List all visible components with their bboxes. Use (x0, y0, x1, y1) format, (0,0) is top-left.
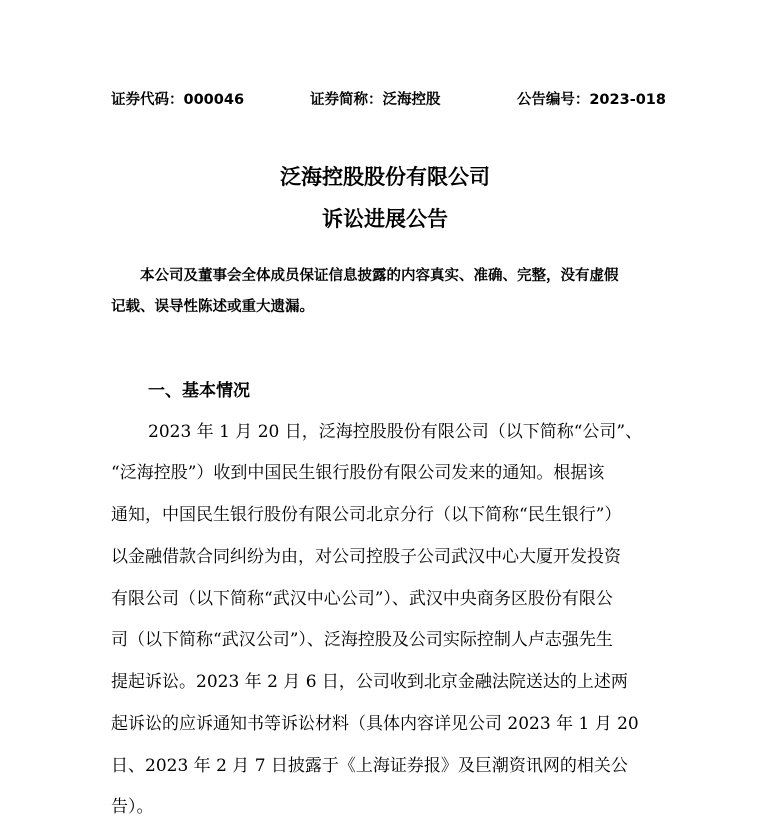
company-title: 泛海控股股份有限公司 (280, 165, 490, 189)
body-line: 有限公司（以下简称“武汉中心公司”）、武汉中央商务区股份有限公 (111, 589, 613, 609)
security-code: 证券代码：000046 (111, 92, 245, 108)
body-line: 告）。 (111, 797, 154, 817)
body-line: 日、2023 年 2 月 7 日披露于《上海证券报》及巨潮资讯网的相关公 (111, 756, 628, 776)
body-line: 通知，中国民生银行股份有限公司北京分行（以下简称“民生银行”） (111, 505, 622, 525)
body-line: 起诉讼的应诉通知书等诉讼材料（具体内容详见公司 2023 年 1 月 20 (111, 714, 639, 734)
body-line: 以金融借款合同纠纷为由，对公司控股子公司武汉中心大厦开发投资 (111, 547, 621, 567)
section-heading: 一、基本情况 (148, 381, 250, 401)
body-line: 2023 年 1 月 20 日，泛海控股股份有限公司（以下简称“公司”、 (148, 422, 643, 442)
body-line: 提起诉讼。2023 年 2 月 6 日，公司收到北京金融法院送达的上述两 (111, 672, 628, 692)
announcement-number: 公告编号：2023-018 (516, 92, 666, 108)
document-header (111, 89, 666, 111)
board-statement-line-1: 本公司及董事会全体成员保证信息披露的内容真实、准确、完整，没有虚假 (140, 268, 619, 284)
security-short-name: 证券简称：泛海控股 (310, 92, 441, 108)
board-statement-line-2: 记载、误导性陈述或重大遗漏。 (111, 299, 314, 315)
body-line: 司（以下简称“武汉公司”）、泛海控股及公司实际控制人卢志强先生 (111, 630, 613, 650)
body-line: “泛海控股”）收到中国民生银行股份有限公司发来的通知。根据该 (111, 463, 605, 483)
announcement-title: 诉讼进展公告 (322, 207, 448, 231)
